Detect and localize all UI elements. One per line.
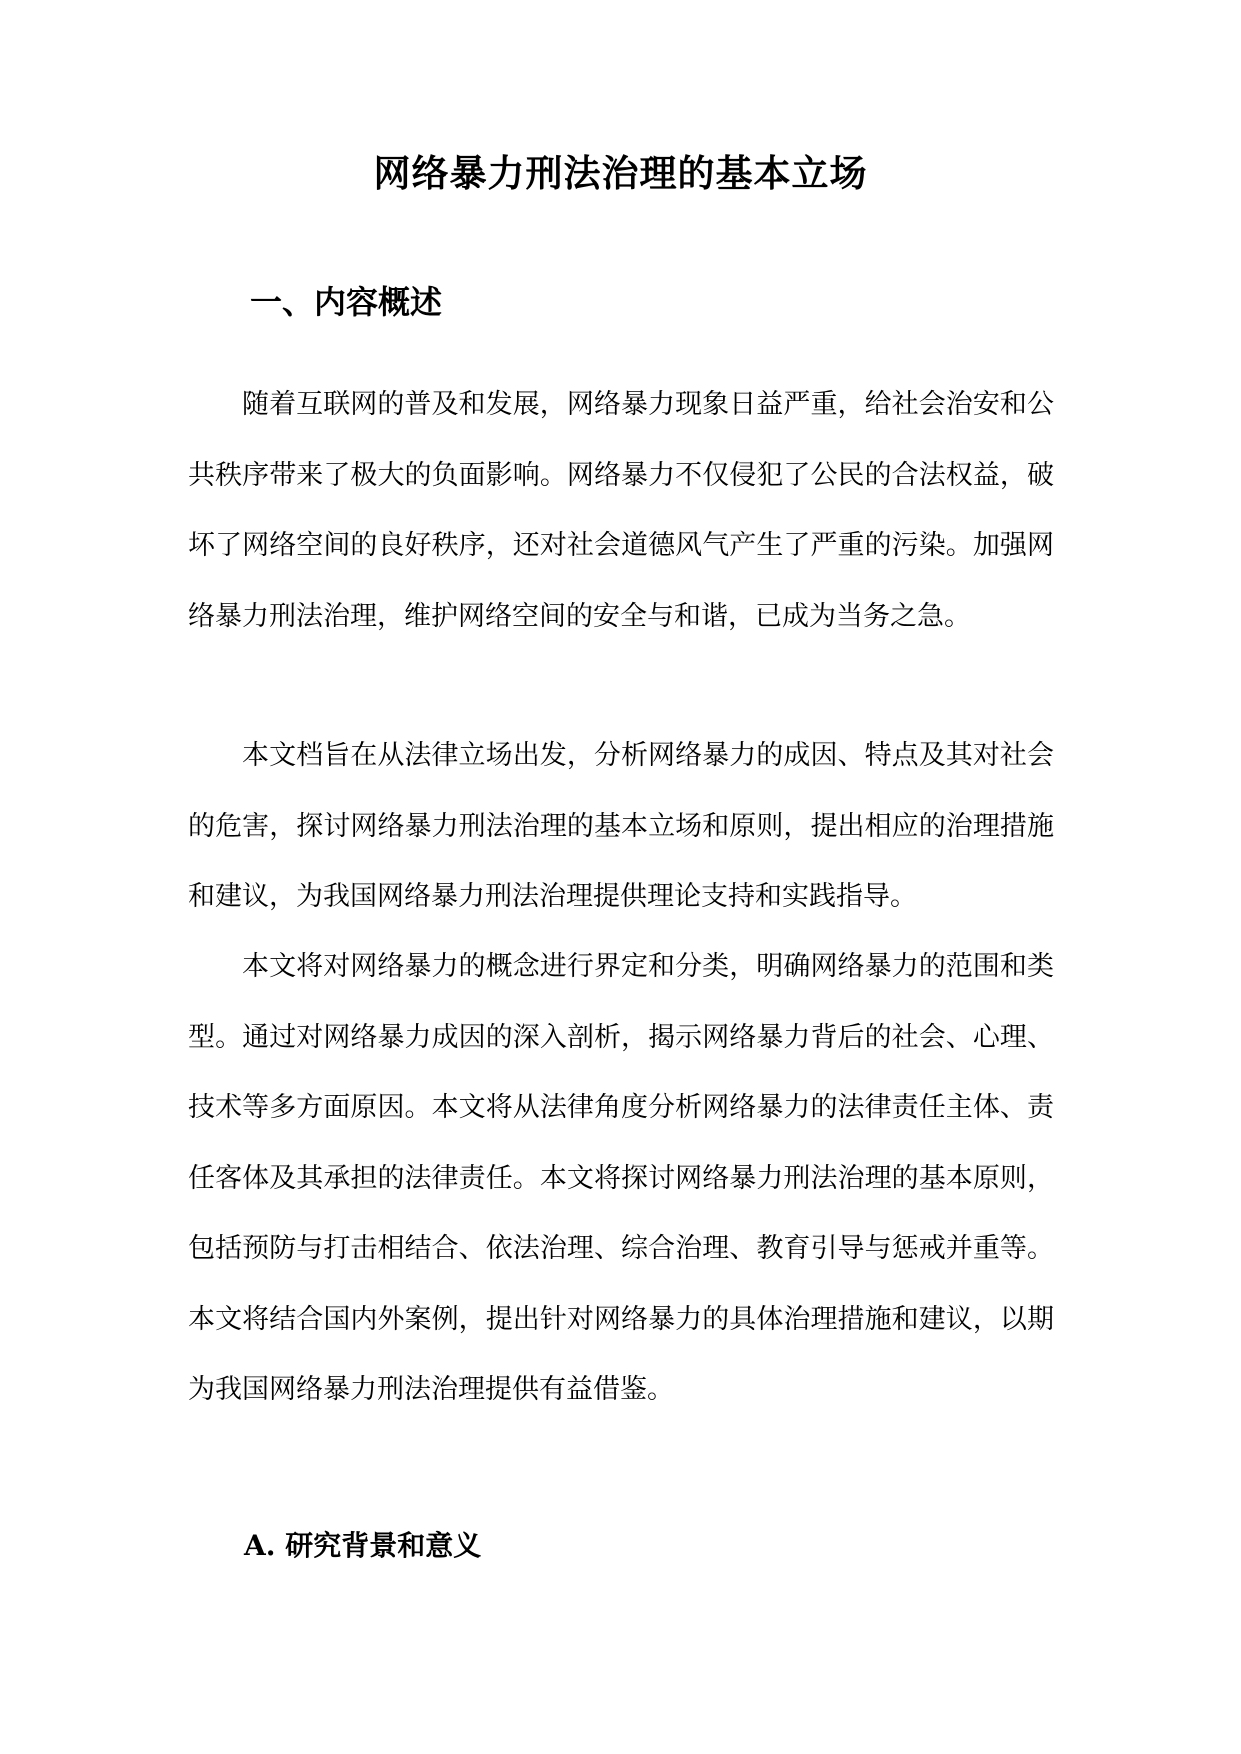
paragraph-purpose: 本文档旨在从法律立场出发，分析网络暴力的成因、特点及其对社会的危害，探讨网络暴力刑法治理的基本立场和原则，提出相应的治理措施和建议，为我国网络暴力刑法治理提供理论支持和实践指导。 xyxy=(188,740,1054,912)
paragraph-intro: 随着互联网的普及和发展，网络暴力现象日益严重，给社会治安和公共秩序带来了极大的负面影响。网络暴力不仅侵犯了公民的合法权益，破坏了网络空间的良好秩序，还对社会道德风气产生了严重的污染。加强网络暴力刑法治理，维护网络空间的安全与和谐，已成为当务之急。 xyxy=(188,389,1054,632)
document-title: 网络暴力刑法治理的基本立场 xyxy=(373,151,868,195)
subsection-heading: A. 研究背景和意义 xyxy=(244,1529,482,1562)
section-heading: 一、内容概述 xyxy=(250,283,443,321)
paragraph-outline: 本文将对网络暴力的概念进行界定和分类，明确网络暴力的范围和类型。通过对网络暴力成因的深入剖析，揭示网络暴力背后的社会、心理、技术等多方面原因。本文将从法律角度分析网络暴力的法律责任主体、责任客体及其承担的法律责任。本文将探讨网络暴力刑法治理的基本原则，包括预防与打击相结合、依法治理、综合治理、教育引导与惩戒并重等。本文将结合国内外案例，提出针对网络暴力的具体治理措施和建议，以期为我国网络暴力刑法治理提供有益借鉴。 xyxy=(188,951,1054,1405)
